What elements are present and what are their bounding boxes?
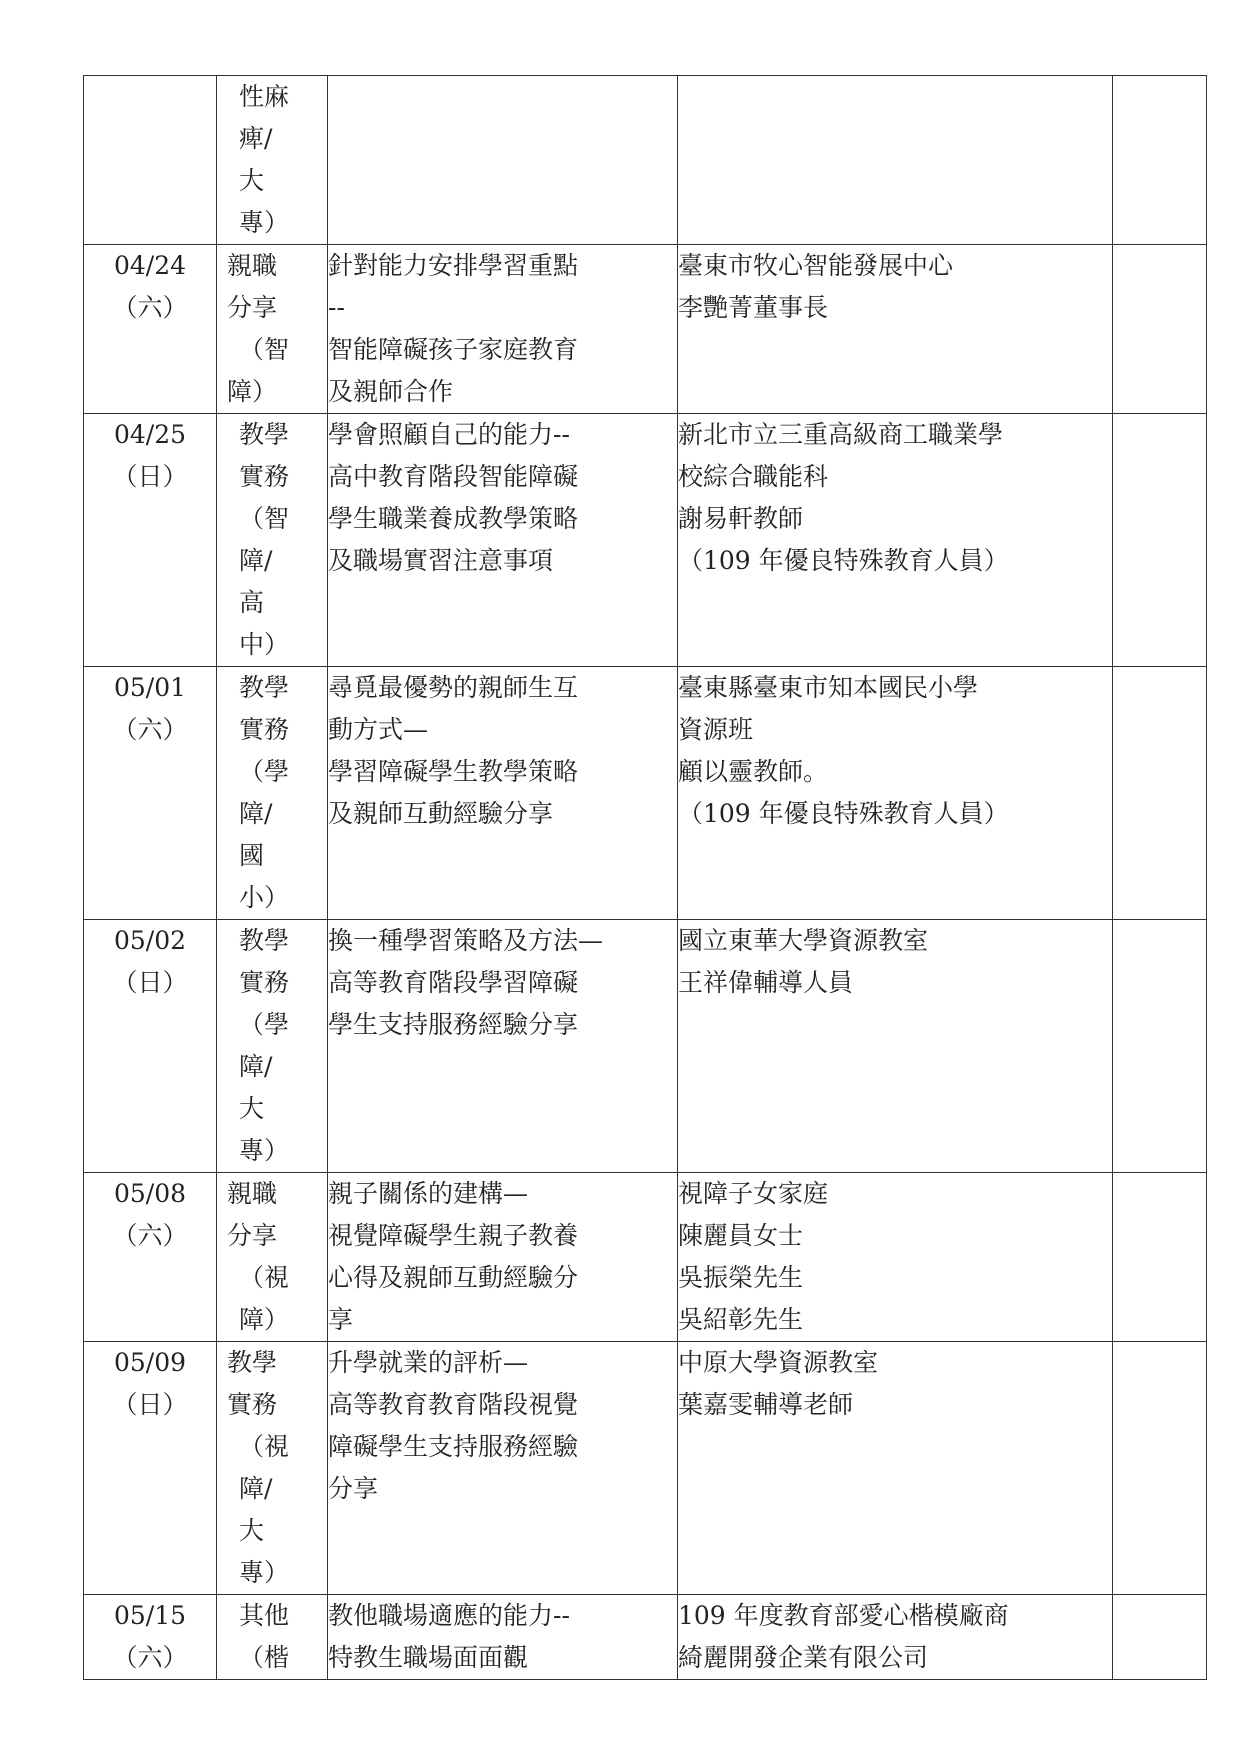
note-cell: [1113, 1342, 1207, 1595]
note-cell: [1113, 1173, 1207, 1342]
topic-cell: 換一種學習策略及方法— 高等教育階段學習障礙 學生支持服務經驗分享: [328, 920, 678, 1173]
table-row: [84, 414, 1207, 667]
table-row: [84, 1342, 1207, 1595]
table-row: [84, 1595, 1207, 1680]
note-cell: [1113, 920, 1207, 1173]
table-row: [84, 76, 1207, 245]
date-cell: [84, 667, 217, 920]
weekday: （六）: [112, 1643, 188, 1672]
date: 04/24: [113, 251, 187, 280]
topic-cell: 升學就業的評析— 高等教育教育階段視覺 障礙學生支持服務經驗 分享: [328, 1342, 678, 1595]
date-cell: [84, 76, 217, 245]
weekday: （六）: [112, 293, 188, 322]
table-row: [84, 667, 1207, 920]
speaker-cell: 中原大學資源教室 葉嘉雯輔導老師: [678, 1342, 1113, 1595]
category-cell: 教學 實務 （智 障/ 高 中）: [217, 414, 328, 667]
note-cell: [1113, 245, 1207, 414]
weekday: （日）: [112, 1390, 188, 1419]
weekday: （日）: [112, 968, 188, 997]
category-cell: 親職 分享 （智 障）: [217, 245, 328, 414]
topic-cell: 親子關係的建構— 視覺障礙學生親子教養 心得及親師互動經驗分 享: [328, 1173, 678, 1342]
category-cell: 其他 （楷: [217, 1595, 328, 1680]
topic-cell: 教他職場適應的能力-- 特教生職場面面觀: [328, 1595, 678, 1680]
date-cell: [84, 920, 217, 1173]
date: 04/25: [113, 420, 187, 449]
speaker-cell: [678, 76, 1113, 245]
topic-cell: 針對能力安排學習重點 -- 智能障礙孩子家庭教育 及親師合作: [328, 245, 678, 414]
topic-cell: 尋覓最優勢的親師生互 動方式— 學習障礙學生教學策略 及親師互動經驗分享: [328, 667, 678, 920]
category-cell: 親職 分享 （視 障）: [217, 1173, 328, 1342]
note-cell: [1113, 1595, 1207, 1680]
table-row: [84, 1173, 1207, 1342]
category-cell: 教學 實務 （視 障/ 大 專）: [217, 1342, 328, 1595]
weekday: （六）: [112, 715, 188, 744]
note-cell: [1113, 414, 1207, 667]
category-cell: 性麻 痺/ 大 專）: [217, 76, 328, 245]
schedule-table: [83, 75, 1207, 1680]
speaker-cell: 新北市立三重高級商工職業學 校綜合職能科 謝易軒教師 （109 年優良特殊教育人員）: [678, 414, 1113, 667]
table-row: [84, 245, 1207, 414]
note-cell: [1113, 667, 1207, 920]
topic-cell: [328, 76, 678, 245]
speaker-cell: 視障子女家庭 陳麗員女士 吳振榮先生 吳紹彰先生: [678, 1173, 1113, 1342]
weekday: （六）: [112, 1221, 188, 1250]
date: 05/02: [113, 926, 187, 955]
topic-cell: 學會照顧自己的能力-- 高中教育階段智能障礙 學生職業養成教學策略 及職場實習注意事項: [328, 414, 678, 667]
category-cell: 教學 實務 （學 障/ 大 專）: [217, 920, 328, 1173]
date-cell: [84, 1595, 217, 1680]
weekday: （日）: [112, 462, 188, 491]
date: 05/08: [113, 1179, 187, 1208]
note-cell: [1113, 76, 1207, 245]
category-cell: 教學 實務 （學 障/ 國 小）: [217, 667, 328, 920]
date: 05/01: [113, 673, 187, 702]
date: 05/15: [113, 1601, 187, 1630]
speaker-cell: 109 年度教育部愛心楷模廠商 綺麗開發企業有限公司: [678, 1595, 1113, 1680]
table-row: [84, 920, 1207, 1173]
speaker-cell: 國立東華大學資源教室 王祥偉輔導人員: [678, 920, 1113, 1173]
speaker-cell: 臺東縣臺東市知本國民小學 資源班 顧以靈教師。 （109 年優良特殊教育人員）: [678, 667, 1113, 920]
date-cell: [84, 245, 217, 414]
date: 05/09: [113, 1348, 187, 1377]
date-cell: [84, 414, 217, 667]
date-cell: [84, 1342, 217, 1595]
speaker-cell: 臺東市牧心智能發展中心 李艷菁董事長: [678, 245, 1113, 414]
date-cell: [84, 1173, 217, 1342]
